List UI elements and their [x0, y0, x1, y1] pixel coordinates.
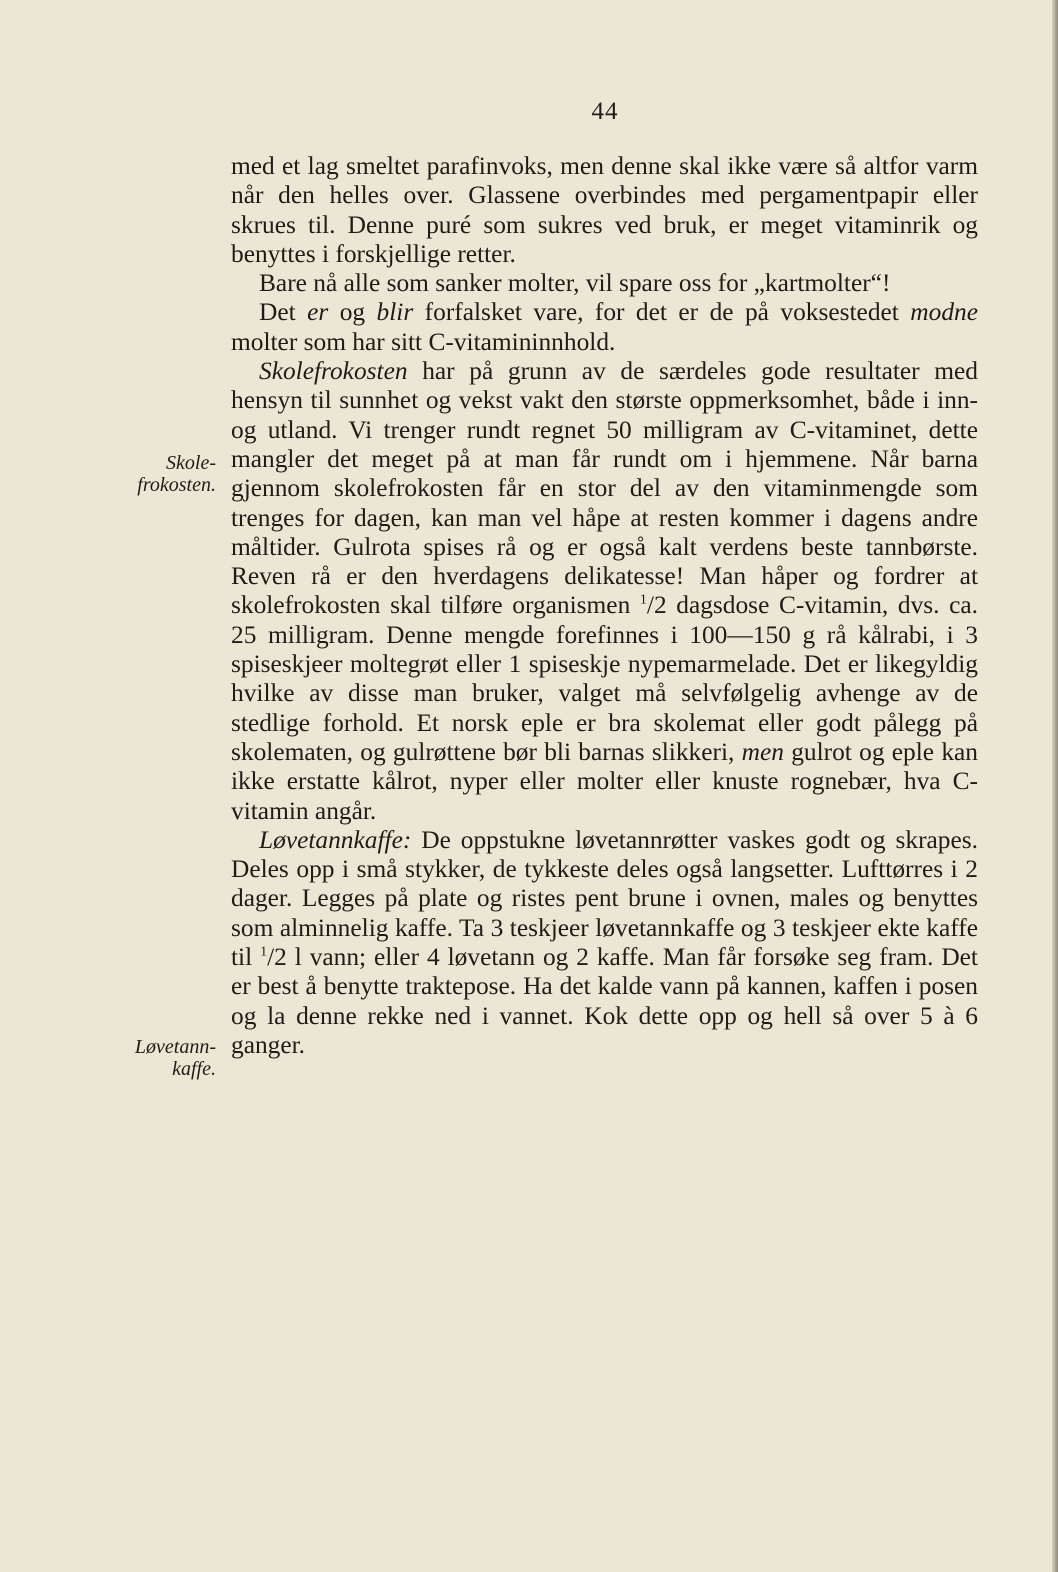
margin-note-line: Løvetann- [134, 1036, 216, 1058]
margin-note-line: kaffe. [172, 1058, 216, 1080]
paragraph: med et lag smeltet parafinvoks, men denne skal ikke være så altfor varm når den helles over. Glassene overbindes med pergamentpapir eller skrues til. Denne puré som sukres ved bruk, er meget vitaminrik og benyttes i forskjellige retter. [231, 152, 978, 268]
paragraph-skolefrokosten: Skolefrokosten har på grunn av de særdeles gode resultater med hensyn til sunnhet og vekst vakt den største oppmerksomhet, både i inn- og utland. Vi trenger rundt regnet 50 milligram av C-vitaminet, dette mangler det meget på at man får rundt om i hjemmene. Når barna gjennom skolefrokosten får en stor del av den vitaminmengde som trenges for dagen, kan man vel håpe at resten kommer i dagens andre måltider. Gulrota spises rå og er også kalt verdens beste tannbørste. Reven rå er den hverdagens delikatesse! Man håper og fordrer at skolefrokosten skal tilføre organismen $^1$/2 dagsdose C-vitamin, dvs. ca. 25 milligram. Denne mengde forefinnes i 100—150 g rå kålrabi, i 3 spiseskjeer moltegrøt eller 1 spiseskje nypemarmelade. Det er likegyldig hvilke av disse man bruker, valget må selvfølgelig avhenge av de stedlige forhold. Et norsk eple er bra skolemat eller godt pålegg på skolematen, og gulrøttene bør bli barnas slikkeri, men gulrot og eple kan ikke erstatte kålrot, nyper eller molter eller knuste rognebær, hva C-vitamin angår. [231, 357, 978, 825]
paragraph: Det er og blir forfalsket vare, for det er de på voksestedet modne molter som har sitt C-vitamininnhold. [231, 298, 978, 356]
paragraph-lead: Skolefrokosten [259, 357, 408, 386]
body-text [231, 152, 978, 1060]
paragraph-lead: Løvetannkaffe: [259, 825, 412, 854]
paragraph-lovetannkaffe: Løvetannkaffe: De oppstukne løvetannrøtter vaskes godt og skrapes. Deles opp i små stykker, de tykkeste deles også langsetter. Lufttørres i 2 dager. Legges på plate og ristes pent brune i ovnen, males og benyttes som alminnelig kaffe. Ta 3 teskjeer løvetannkaffe og 3 teskjeer ekte kaffe til $^1$/2 l vann; eller 4 løvetann og 2 kaffe. Man får forsøke seg fram. Det er best å benytte traktepose. Ha det kalde vann på kannen, kaffen i posen og la denne rekke ned i vannet. Kok dette opp og hell så over 5 à 6 ganger. [231, 825, 978, 1059]
margin-note-lovetannkaffe [96, 1036, 216, 1080]
page-edge [1052, 0, 1058, 1572]
margin-note-line: frokosten. [137, 474, 216, 496]
paragraph: Bare nå alle som sanker molter, vil spare oss for „kartmolter“! [259, 269, 891, 298]
margin-note-skolefrokosten [96, 452, 216, 496]
margin-note-line: Skole- [166, 452, 216, 474]
page-number: 44 [591, 98, 619, 125]
